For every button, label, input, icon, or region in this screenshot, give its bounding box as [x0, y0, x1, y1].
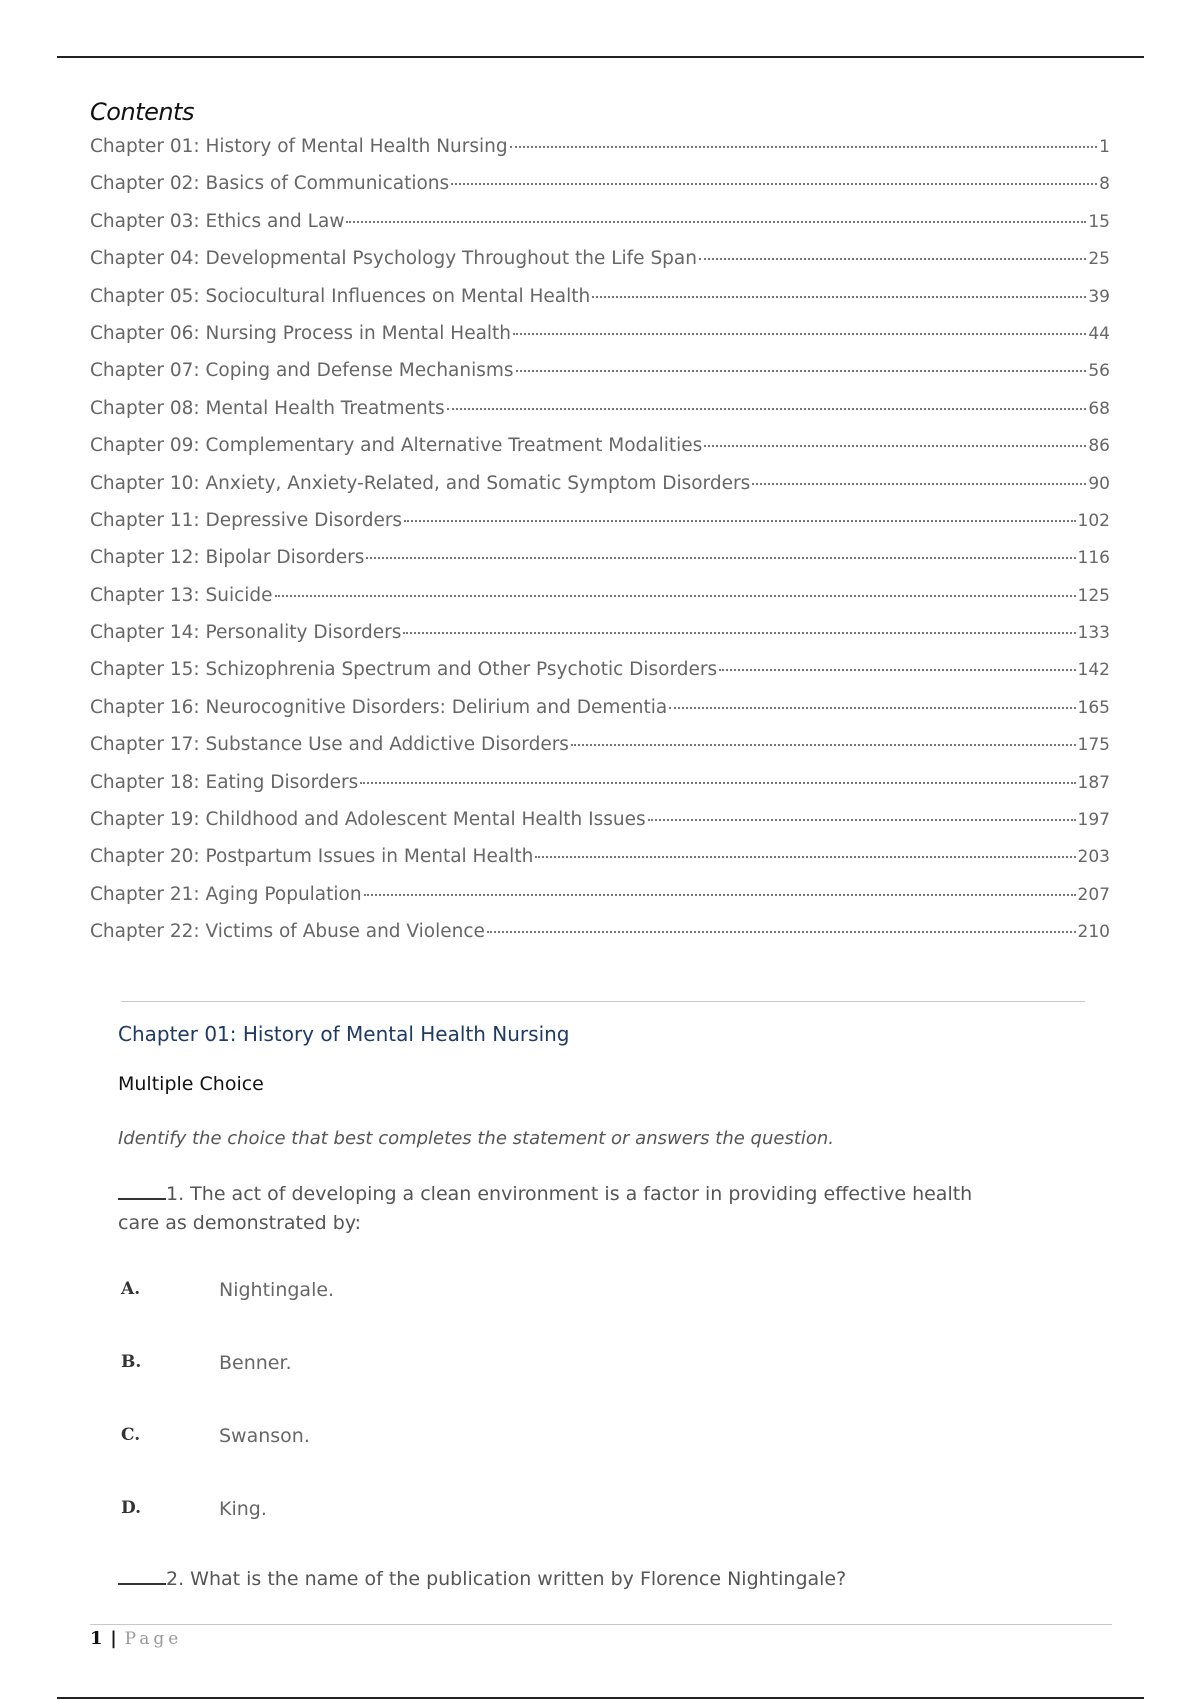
toc-entry[interactable]: [90, 315, 1110, 352]
toc-entry[interactable]: [90, 203, 1110, 240]
toc-entry-page: 90: [1088, 473, 1110, 494]
page-label: Page: [124, 1629, 183, 1649]
toc-entry[interactable]: [90, 427, 1110, 464]
toc-entry-label: Chapter 11: Depressive Disorders: [90, 509, 403, 531]
toc-entry-page: 187: [1077, 772, 1110, 793]
toc-entry-label: Chapter 22: Victims of Abuse and Violence: [90, 921, 485, 943]
toc-leader-dots: [752, 483, 1086, 485]
toc-entry-label: Chapter 19: Childhood and Adolescent Mental Health Issues: [90, 809, 646, 831]
toc-entry-page: 25: [1088, 249, 1110, 270]
toc-leader-dots: [513, 333, 1086, 335]
toc-entry-page: 203: [1077, 847, 1110, 868]
section-heading: Multiple Choice: [118, 1073, 264, 1095]
toc-entry-label: Chapter 06: Nursing Process in Mental Health: [90, 322, 512, 344]
toc-entry-label: Chapter 01: History of Mental Health Nursing: [90, 136, 508, 157]
toc-title: Contents: [90, 98, 194, 126]
toc-entry-page: 175: [1077, 735, 1110, 756]
toc-entry-label: Chapter 12: Bipolar Disorders: [90, 547, 365, 569]
toc-leader-dots: [346, 221, 1086, 223]
toc-leader-dots: [704, 445, 1086, 447]
toc-entry-label: Chapter 17: Substance Use and Addictive Disorders: [90, 734, 569, 756]
toc-entry-page: 210: [1077, 922, 1110, 943]
toc-entry-label: Chapter 18: Eating Disorders: [90, 771, 359, 793]
toc-entry-page: 116: [1077, 548, 1110, 569]
toc-entry[interactable]: [90, 465, 1110, 502]
toc-entry-label: Chapter 09: Complementary and Alternative Treatment Modalities: [90, 435, 703, 457]
toc-entry-page: 44: [1088, 323, 1110, 344]
toc-entry[interactable]: [90, 577, 1110, 614]
table-of-contents: [90, 128, 1110, 951]
section-divider: [121, 1001, 1085, 1002]
toc-entry-page: 86: [1088, 436, 1110, 457]
toc-entry-page: 8: [1099, 174, 1110, 195]
toc-leader-dots: [669, 707, 1075, 709]
toc-leader-dots: [516, 370, 1087, 372]
option-text: Swanson.: [219, 1425, 310, 1447]
page-separator: |: [110, 1628, 117, 1649]
toc-entry[interactable]: [90, 838, 1110, 875]
answer-blank[interactable]: [118, 1180, 166, 1200]
toc-leader-dots: [699, 258, 1086, 260]
toc-entry-label: Chapter 08: Mental Health Treatments: [90, 397, 445, 419]
toc-entry[interactable]: [90, 165, 1110, 202]
toc-leader-dots: [366, 557, 1075, 559]
question-text: 1. The act of developing a clean environment is a factor in providing effective health care as demonstrated by:: [118, 1183, 973, 1234]
toc-entry-label: Chapter 07: Coping and Defense Mechanisms: [90, 360, 514, 382]
toc-entry[interactable]: [90, 352, 1110, 389]
toc-entry[interactable]: [90, 278, 1110, 315]
toc-entry[interactable]: [90, 876, 1110, 913]
question-1: [118, 1180, 978, 1238]
toc-leader-dots: [571, 744, 1076, 746]
toc-entry[interactable]: [90, 689, 1110, 726]
toc-entry-label: Chapter 16: Neurocognitive Disorders: Delirium and Dementia: [90, 696, 668, 718]
toc-leader-dots: [364, 894, 1076, 896]
toc-entry-page: 142: [1077, 660, 1110, 681]
toc-entry-page: 39: [1088, 286, 1110, 307]
option-letter: D.: [121, 1498, 142, 1518]
toc-entry-label: Chapter 13: Suicide: [90, 584, 273, 606]
toc-entry[interactable]: [90, 614, 1110, 651]
toc-entry-label: Chapter 20: Postpartum Issues in Mental Health: [90, 846, 534, 868]
option-text: Nightingale.: [219, 1279, 335, 1301]
toc-entry-page: 207: [1077, 884, 1110, 905]
toc-entry[interactable]: [90, 128, 1110, 165]
toc-entry[interactable]: [90, 240, 1110, 277]
toc-entry[interactable]: [90, 913, 1110, 950]
toc-entry[interactable]: [90, 502, 1110, 539]
answer-blank[interactable]: [118, 1565, 166, 1585]
toc-entry-label: Chapter 03: Ethics and Law: [90, 210, 345, 232]
toc-entry-label: Chapter 21: Aging Population: [90, 883, 362, 905]
toc-leader-dots: [510, 146, 1098, 148]
toc-leader-dots: [535, 856, 1075, 858]
toc-leader-dots: [719, 669, 1075, 671]
toc-entry-label: Chapter 02: Basics of Communications: [90, 173, 450, 195]
toc-entry[interactable]: [90, 390, 1110, 427]
toc-entry[interactable]: [90, 801, 1110, 838]
question-text: 2. What is the name of the publication written by Florence Nightingale?: [166, 1568, 847, 1590]
toc-entry[interactable]: [90, 651, 1110, 688]
toc-leader-dots: [404, 520, 1075, 522]
footer-rule: [90, 1624, 1112, 1625]
option-letter: B.: [121, 1352, 142, 1372]
toc-leader-dots: [487, 931, 1076, 933]
toc-entry-label: Chapter 10: Anxiety, Anxiety-Related, and Somatic Symptom Disorders: [90, 472, 751, 494]
toc-entry-page: 197: [1077, 810, 1110, 831]
page-number: 1: [90, 1628, 103, 1649]
toc-leader-dots: [403, 632, 1075, 634]
bottom-rule: [57, 1697, 1144, 1699]
question-2: [118, 1565, 978, 1594]
option-text: Benner.: [219, 1352, 292, 1374]
page-footer: [90, 1628, 182, 1649]
top-rule: [57, 56, 1144, 58]
toc-leader-dots: [592, 296, 1086, 298]
option-text: King.: [219, 1498, 267, 1520]
toc-entry-page: 125: [1077, 585, 1110, 606]
instruction-text: Identify the choice that best completes the statement or answers the question.: [118, 1128, 835, 1149]
toc-leader-dots: [275, 595, 1076, 597]
toc-entry-page: 133: [1077, 623, 1110, 644]
toc-entry[interactable]: [90, 539, 1110, 576]
toc-entry-page: 165: [1077, 697, 1110, 718]
toc-leader-dots: [360, 782, 1075, 784]
toc-leader-dots: [451, 183, 1097, 185]
toc-entry-page: 1: [1099, 137, 1110, 157]
chapter-heading[interactable]: Chapter 01: History of Mental Health Nursing: [118, 1022, 570, 1046]
toc-entry[interactable]: [90, 726, 1110, 763]
toc-entry-page: 15: [1088, 211, 1110, 232]
toc-entry-page: 68: [1088, 398, 1110, 419]
toc-entry-label: Chapter 14: Personality Disorders: [90, 622, 402, 644]
option-letter: C.: [121, 1425, 141, 1445]
toc-leader-dots: [648, 819, 1076, 821]
toc-leader-dots: [447, 408, 1087, 410]
toc-entry[interactable]: [90, 764, 1110, 801]
toc-entry-page: 102: [1077, 510, 1110, 531]
toc-entry-label: Chapter 15: Schizophrenia Spectrum and Other Psychotic Disorders: [90, 659, 718, 681]
toc-entry-label: Chapter 05: Sociocultural Influences on Mental Health: [90, 285, 591, 307]
toc-entry-label: Chapter 04: Developmental Psychology Throughout the Life Span: [90, 248, 697, 270]
option-letter: A.: [121, 1279, 141, 1299]
toc-entry-page: 56: [1088, 361, 1110, 382]
